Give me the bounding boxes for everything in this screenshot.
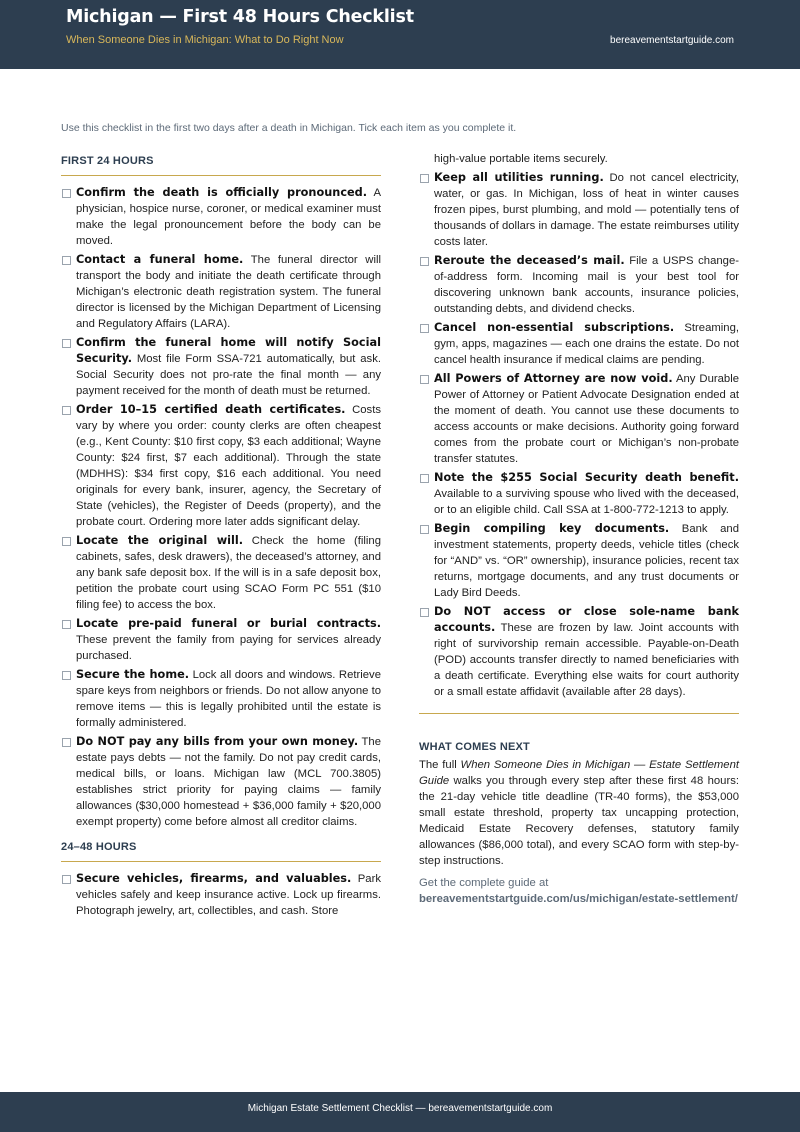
- item-lead: Reroute the deceased’s mail.: [434, 254, 625, 267]
- item-text: A physician, hospice nurse, coroner, or medical examiner must make the legal pronouncement before the body can be moved.: [76, 187, 381, 247]
- item-text: These prevent the family from paying for services already purchased.: [76, 634, 381, 662]
- document-title: Michigan — First 48 Hours Checklist: [66, 7, 414, 27]
- section-heading-24-48: 24–48 HOURS: [61, 841, 381, 862]
- checkbox[interactable]: [420, 324, 429, 333]
- right-column: [419, 155, 739, 907]
- item-lead: Do NOT access or close sole-name bank accounts.: [434, 605, 739, 634]
- item-text: File a USPS change-of-address form. Incoming mail is your best tool for discovering unknown bank accounts, insurance policies, outstanding debts, and dividend checks.: [434, 255, 739, 315]
- item-text: These are frozen by law. Joint accounts with right of survivorship remain accessible. Payable-on-Death (POD) accounts transfer directly to named beneficiaries with a death certificate. Everything else waits for court authority or a small estate affidavit (available after 28 days).: [434, 622, 739, 698]
- checkbox[interactable]: [62, 189, 71, 198]
- checkbox[interactable]: [420, 474, 429, 483]
- item-text: The funeral director will transport the body and initiate the death certificate through Michigan’s electronic death registration system. The funeral director is licensed by the Michigan Department of Licensing and Regulatory Affairs (LARA).: [76, 254, 381, 330]
- item-lead: Contact a funeral home.: [76, 253, 244, 266]
- checklist-item: [61, 533, 381, 613]
- section-heading-first-24: FIRST 24 HOURS: [61, 155, 381, 176]
- checklist-item: [419, 170, 739, 250]
- checkbox[interactable]: [420, 257, 429, 266]
- intro-text: Use this checklist in the first two days after a death in Michigan. Tick each item as you complete it.: [61, 122, 517, 134]
- checkbox[interactable]: [62, 406, 71, 415]
- item-text: Costs vary by where you order: county clerks are often cheapest (e.g., Kent County: $10 first copy, $3 each additional; Wayne County: $24 first, $7 each additional). Through the state (MDHHS): $34 first copy, $16 each additional. You need originals for every bank, insurer, agency, the Secretary of State (vehicles), the Register of Deeds (property), and the probate court. Ordering more later adds significant delay.: [76, 404, 381, 528]
- checklist-item: [419, 320, 739, 368]
- item-text: Park vehicles safely and keep insurance active. Lock up firearms. Photograph jewelry, art, collectibles, and cash. Store: [76, 873, 381, 917]
- checklist-item: [61, 402, 381, 530]
- checkbox[interactable]: [62, 738, 71, 747]
- checklist-24-48-continued: [419, 170, 739, 700]
- checkbox[interactable]: [420, 608, 429, 617]
- item-lead: Secure the home.: [76, 668, 190, 681]
- item-lead: Secure vehicles, firearms, and valuables.: [76, 872, 352, 885]
- checklist-first-24: [61, 185, 381, 830]
- checklist-item: [61, 335, 381, 399]
- checkbox[interactable]: [420, 525, 429, 534]
- checkbox[interactable]: [420, 375, 429, 384]
- item-text: Check the home (filing cabinets, safes, desk drawers), the deceased’s attorney, and any bank safe deposit box. If the will is in a safe deposit box, petition the probate court using SCAO Form PC 551 ($10 filing fee) to access the box.: [76, 535, 381, 611]
- guide-cta: [419, 875, 739, 907]
- checkbox[interactable]: [62, 339, 71, 348]
- page-footer: [0, 1092, 800, 1132]
- footer-text: Michigan Estate Settlement Checklist — bereavementstartguide.com: [247, 1103, 553, 1114]
- guide-link[interactable]: bereavementstartguide.com/us/michigan/estate-settlement/: [419, 893, 738, 905]
- checklist-item: [61, 871, 381, 919]
- item-text: The estate pays debts — not the family. Do not pay credit cards, medical bills, or loans. Michigan law (MCL 700.3805) establishes strict priority for paying claims — family allowances ($30,000 homestead + $36,000 family + $20,000 exempt property) come before almost all creditor claims.: [76, 736, 381, 828]
- checklist-24-48: [61, 871, 381, 919]
- checkbox[interactable]: [62, 256, 71, 265]
- checklist-item: [419, 470, 739, 518]
- site-name: bereavementstartguide.com: [610, 35, 734, 46]
- checklist-item: [61, 185, 381, 249]
- continued-text: high-value portable items securely.: [434, 153, 608, 165]
- checklist-item: [61, 667, 381, 731]
- item-text: Bank and investment statements, property deeds, vehicle titles (check for “AND” vs. “OR” ownership), insurance policies, recent tax returns, mortgage documents, and any trust documents or Lady Bird Deeds.: [434, 523, 739, 599]
- what-comes-next-heading: WHAT COMES NEXT: [419, 741, 530, 753]
- item-lead: Locate pre-paid funeral or burial contracts.: [76, 617, 381, 630]
- item-lead: Note the $255 Social Security death benefit.: [434, 471, 739, 484]
- checklist-item: [419, 521, 739, 601]
- cta-label: Get the complete guide at: [419, 877, 549, 889]
- document-subtitle: When Someone Dies in Michigan: What to Do Right Now: [66, 34, 344, 46]
- item-lead: Confirm the death is officially pronounced.: [76, 186, 368, 199]
- what-comes-next-body: [419, 757, 739, 869]
- item-text: Any Durable Power of Attorney or Patient Advocate Designation ended at the moment of death. You cannot use these documents to access accounts or make decisions. Authority going forward comes from the probate court or Michigan’s non-probate transfer statutes.: [434, 373, 739, 465]
- item-text: Lock all doors and windows. Retrieve spare keys from neighbors or friends. Do not allow anyone to remove items — this is legally prohibited until the estate is formally administered.: [76, 669, 381, 729]
- item-lead: All Powers of Attorney are now void.: [434, 372, 673, 385]
- checklist-item: [61, 734, 381, 830]
- checklist-item: [419, 604, 739, 700]
- item-lead: Keep all utilities running.: [434, 171, 604, 184]
- checkbox[interactable]: [62, 537, 71, 546]
- item-lead: Locate the original will.: [76, 534, 244, 547]
- body-post: walks you through every step after these first 48 hours: the 21-day vehicle title deadline (TR-40 forms), the $53,000 small estate threshold, property tax uncapping protection, Medicaid Estate Recovery defenses, statutory family allowances ($86,000 total), and every SCAO form with step-by-step instructions.: [419, 775, 739, 867]
- body-pre: The full: [419, 759, 461, 771]
- item-text: Most file Form SSA-721 automatically, but ask. Social Security does not pro-rate the final month — any payment received for the month of death must be returned.: [76, 353, 381, 397]
- left-column: [61, 155, 381, 922]
- item-lead: Begin compiling key documents.: [434, 522, 670, 535]
- checklist-item: [61, 252, 381, 332]
- item-lead: Order 10–15 certified death certificates.: [76, 403, 346, 416]
- section-divider: [419, 713, 739, 714]
- checklist-item: [419, 371, 739, 467]
- checklist-item: [61, 616, 381, 664]
- page-header: [0, 0, 800, 69]
- item-lead: Confirm the funeral home will notify Social Security.: [76, 336, 381, 365]
- checkbox[interactable]: [62, 671, 71, 680]
- checklist-item: [419, 253, 739, 317]
- item-text: Available to a surviving spouse who lived with the deceased, or to an eligible child. Call SSA at 1-800-772-1213 to apply.: [434, 488, 739, 516]
- item-text: Streaming, gym, apps, magazines — each one drains the estate. Do not cancel health insurance if medical claims are pending.: [434, 322, 739, 366]
- guide-title: When Someone Dies in Michigan — Estate Settlement Guide: [419, 759, 739, 787]
- checkbox[interactable]: [62, 875, 71, 884]
- checkbox[interactable]: [420, 174, 429, 183]
- item-text: Do not cancel electricity, water, or gas. In Michigan, loss of heat in winter causes frozen pipes, burst plumbing, and mold — potentially tens of thousands of dollars in damage. The estate reimburses utility costs later.: [434, 172, 739, 248]
- checkbox[interactable]: [62, 620, 71, 629]
- item-lead: Cancel non-essential subscriptions.: [434, 321, 675, 334]
- item-lead: Do NOT pay any bills from your own money.: [76, 735, 359, 748]
